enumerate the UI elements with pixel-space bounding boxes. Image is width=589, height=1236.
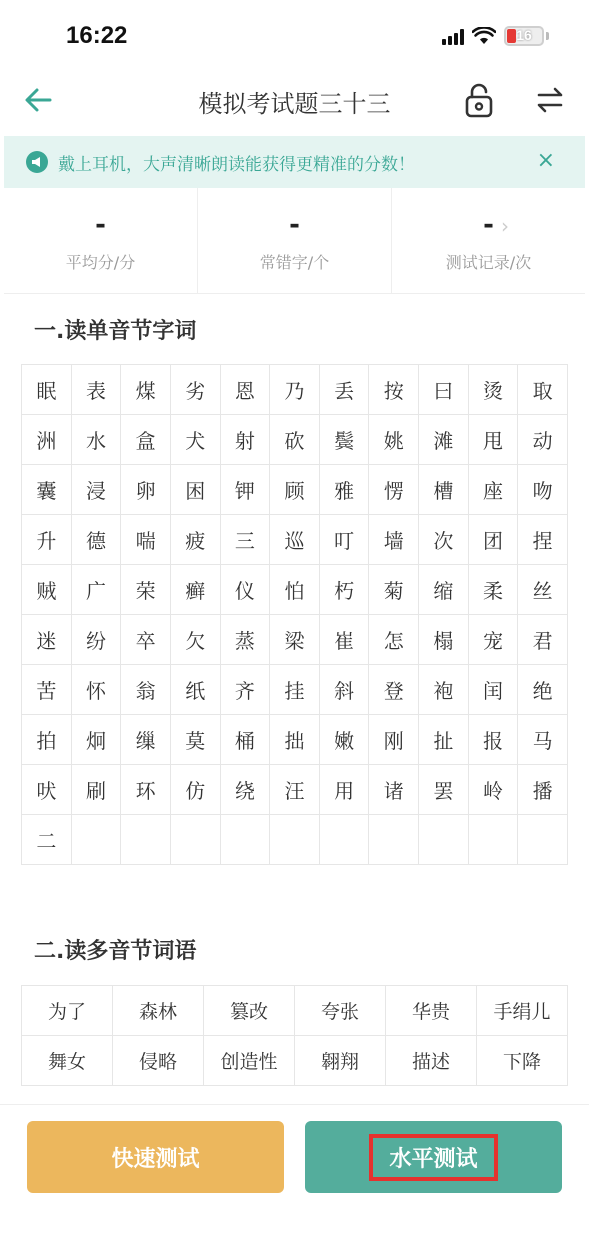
bottom-action-bar [0,1104,589,1236]
char-cell: 丝 [518,565,568,615]
char-cell: 荣 [121,565,171,615]
char-cell: 水 [72,415,122,465]
char-cell: 菊 [369,565,419,615]
char-cell: 刷 [72,765,122,815]
char-cell: 用 [320,765,370,815]
char-cell: 乃 [270,365,320,415]
char-cell: 叮 [320,515,370,565]
word-cell: 翱翔 [295,1036,386,1086]
stats-panel [4,188,585,294]
char-cell: 烫 [469,365,519,415]
status-time: 16:22 [66,22,128,49]
char-cell: 德 [72,515,122,565]
stat-label: 常错字/个 [259,253,330,272]
char-cell: 三 [221,515,271,565]
char-cell: 吠 [22,765,72,815]
char-cell: 挂 [270,665,320,715]
char-cell: 癣 [171,565,221,615]
stat-test-records[interactable] [392,188,585,293]
char-cell: 眠 [22,365,72,415]
char-cell: 捏 [518,515,568,565]
stat-label: 平均分/分 [65,253,136,272]
status-bar [0,0,589,76]
char-cell: 绝 [518,665,568,715]
word-cell: 华贵 [386,986,477,1036]
char-cell: 缩 [419,565,469,615]
char-cell [171,815,221,865]
char-cell: 缫 [121,715,171,765]
char-cell [320,815,370,865]
char-cell: 雅 [320,465,370,515]
char-cell: 榻 [419,615,469,665]
battery-tip [546,32,549,40]
unlock-icon [462,80,496,120]
char-cell: 恩 [221,365,271,415]
char-cell [369,815,419,865]
char-cell: 姚 [369,415,419,465]
char-cell: 丢 [320,365,370,415]
char-cell [221,815,271,865]
switch-icon [532,82,568,118]
char-cell: 洲 [22,415,72,465]
char-cell: 升 [22,515,72,565]
char-cell: 拙 [270,715,320,765]
close-icon[interactable]: × [536,148,555,173]
char-cell: 卵 [121,465,171,515]
char-cell: 崔 [320,615,370,665]
word-cell: 侵略 [113,1036,204,1086]
char-cell: 炯 [72,715,122,765]
char-cell: 罢 [419,765,469,815]
char-cell: 翁 [121,665,171,715]
char-cell: 钾 [221,465,271,515]
stat-label: 测试记录/次 [445,253,532,272]
char-cell [419,815,469,865]
char-cell [518,815,568,865]
char-cell: 播 [518,765,568,815]
char-cell: 仿 [171,765,221,815]
megaphone-icon [26,151,48,173]
char-cell: 马 [518,715,568,765]
char-cell: 闰 [469,665,519,715]
char-cell: 疲 [171,515,221,565]
stat-value: - [289,210,300,240]
char-cell: 宠 [469,615,519,665]
char-cell: 斜 [320,665,370,715]
char-cell: 怕 [270,565,320,615]
single-syllable-grid [21,364,568,865]
quick-test-button[interactable]: 快速测试 [27,1121,284,1193]
char-cell: 仪 [221,565,271,615]
stat-value: - [95,210,106,240]
char-cell: 广 [72,565,122,615]
char-cell: 浸 [72,465,122,515]
char-cell: 报 [469,715,519,765]
char-cell: 曰 [419,365,469,415]
char-cell: 表 [72,365,122,415]
battery-icon [504,26,544,46]
char-cell: 囊 [22,465,72,515]
stat-average-score [4,188,198,293]
char-cell [72,815,122,865]
chevron-right-icon: › [501,214,509,238]
battery-level: 16 [516,27,532,43]
char-cell: 砍 [270,415,320,465]
char-cell: 扯 [419,715,469,765]
char-cell: 取 [518,365,568,415]
char-cell: 二 [22,815,72,865]
char-cell: 诸 [369,765,419,815]
char-cell: 槽 [419,465,469,515]
char-cell: 怎 [369,615,419,665]
char-cell: 次 [419,515,469,565]
word-cell: 手绢儿 [477,986,568,1036]
char-cell: 柔 [469,565,519,615]
word-cell: 下降 [477,1036,568,1086]
char-cell: 动 [518,415,568,465]
char-cell: 袍 [419,665,469,715]
char-cell: 煤 [121,365,171,415]
char-cell: 纸 [171,665,221,715]
word-cell: 创造性 [204,1036,295,1086]
char-cell: 困 [171,465,221,515]
word-cell: 森林 [113,986,204,1036]
char-cell: 莫 [171,715,221,765]
char-cell: 团 [469,515,519,565]
word-cell: 舞女 [22,1036,113,1086]
char-cell: 汪 [270,765,320,815]
char-cell: 君 [518,615,568,665]
char-cell: 登 [369,665,419,715]
char-cell: 齐 [221,665,271,715]
tip-banner [4,136,585,188]
word-cell: 描述 [386,1036,477,1086]
char-cell: 按 [369,365,419,415]
char-cell: 岭 [469,765,519,815]
char-cell: 桶 [221,715,271,765]
char-cell [270,815,320,865]
char-cell: 墙 [369,515,419,565]
char-cell: 滩 [419,415,469,465]
char-cell [121,815,171,865]
char-cell: 朽 [320,565,370,615]
char-cell [469,815,519,865]
char-cell: 刚 [369,715,419,765]
stat-common-errors [198,188,392,293]
word-cell: 篡改 [204,986,295,1036]
char-cell: 甩 [469,415,519,465]
char-cell: 拍 [22,715,72,765]
multi-syllable-grid [21,985,568,1086]
status-icons [442,26,549,46]
char-cell: 座 [469,465,519,515]
char-cell: 嫩 [320,715,370,765]
char-cell: 贼 [22,565,72,615]
word-cell: 夸张 [295,986,386,1036]
char-cell: 鬓 [320,415,370,465]
char-cell: 怀 [72,665,122,715]
char-cell: 环 [121,765,171,815]
char-cell: 吻 [518,465,568,515]
navbar [0,76,589,124]
section-title-single-syllable: 一.读单音节字词 [34,319,197,344]
char-cell: 射 [221,415,271,465]
char-cell: 盒 [121,415,171,465]
char-cell: 苦 [22,665,72,715]
char-cell: 喘 [121,515,171,565]
page-title: 模拟考试题三十三 [198,90,391,118]
unlock-button[interactable] [462,80,496,120]
char-cell: 愣 [369,465,419,515]
wifi-icon [472,27,496,45]
char-cell: 迷 [22,615,72,665]
char-cell: 犬 [171,415,221,465]
char-cell: 梁 [270,615,320,665]
char-cell: 劣 [171,365,221,415]
char-cell: 绕 [221,765,271,815]
char-cell: 卒 [121,615,171,665]
stat-value: - [483,210,494,240]
char-cell: 巡 [270,515,320,565]
section-title-multi-syllable: 二.读多音节词语 [34,939,197,964]
level-test-label: 水平测试 [369,1134,497,1181]
char-cell: 蒸 [221,615,271,665]
level-test-button[interactable] [305,1121,562,1193]
switch-button[interactable] [532,82,568,118]
cellular-signal-icon [442,27,464,45]
char-cell: 纷 [72,615,122,665]
word-cell: 为了 [22,986,113,1036]
char-cell: 欠 [171,615,221,665]
char-cell: 顾 [270,465,320,515]
tip-text: 戴上耳机，大声清晰朗读能获得更精准的分数！ [58,154,415,175]
